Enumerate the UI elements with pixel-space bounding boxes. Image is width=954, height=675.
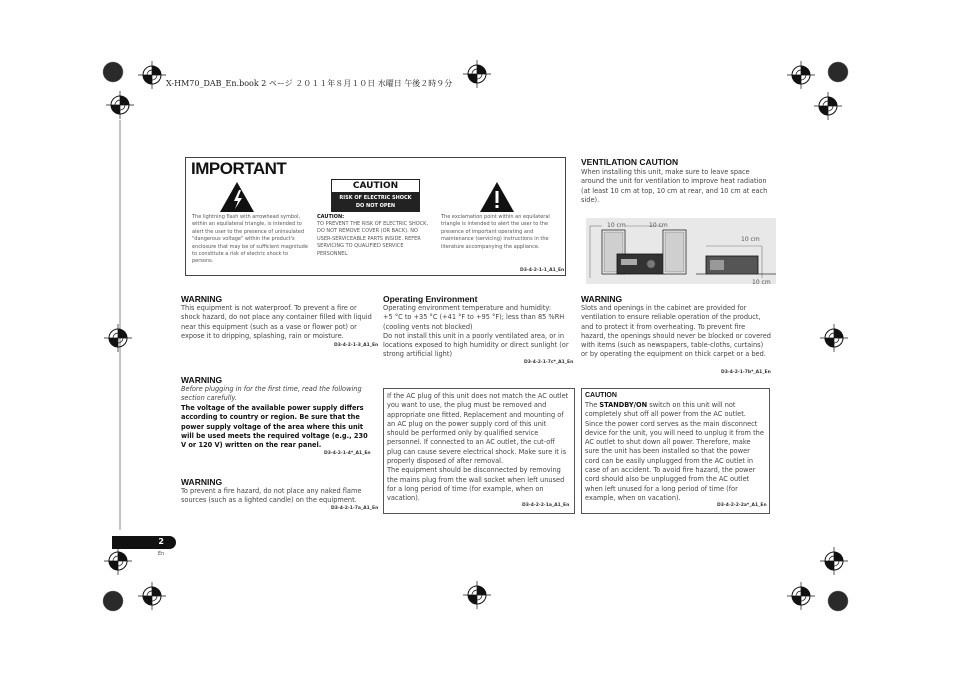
ac-plug-code: D3-4-2-2-1a_A1_En [522,503,570,508]
operating-text [383,304,575,360]
lightning-description: The lightning flash with arrowhead symbol, within an equilateral triangle, is intended to alert the user to the presence of uninsulated "dangerous voltage" within the product's enclosure that may be of sufficient magnitude to constitute a risk of electric shock to persons. [192,214,308,265]
warning-flame-text: To prevent a fire hazard, do not place any naked flame sources (such as a lighted candle) on the equipment. [181,487,362,505]
ac-plug-text [387,392,569,504]
caution-description: TO PREVENT THE RISK OF ELECTRIC SHOCK, DO NOT REMOVE COVER (OR BACK). NO USER-SERVICEABLE PARTS INSIDE. REFER SERVICING TO QUALIFIED SERVICE PERSONNEL. [317,221,429,257]
standby-body: switch on this unit will not completely shut off all power from the AC outlet. Since the power cord serves as the main disconnect device for the unit, you will need to unplug it from the AC outlet to shut down all power. Therefore, make sure the unit has been installed so that the power cord can be easily unplugged from the AC outlet in case of an accident. To avoid fire hazard, the power cord should also be unplugged from the AC outlet when left unused for a long period of time (for example, when on vacation). [585,401,764,502]
caution-sub [331,194,420,210]
warning-flame-heading: WARNING [181,477,223,487]
ventilation-text: When installing this unit, make sure to leave space around the unit for ventilation to improve heat radiation (at least 10 cm at top, 10 cm at rear, and 10 cm at each side). [581,168,768,204]
important-title: IMPORTANT [191,159,287,178]
operating-code: D3-4-2-1-7c*_A1_En [524,360,574,365]
page-language: En [158,551,165,557]
standby-pre: The [585,401,600,409]
standby-heading: CAUTION [585,392,617,399]
dim-mid: 10 cm [649,222,668,229]
ventilation-heading: VENTILATION CAUTION [581,157,679,167]
ac-plug-text-1: If the AC plug of this unit does not match the AC outlet you want to use, the plug must be removed and appropriate one fitted. Replacement and mounting of an AC plug on the power supply cord of this unit should be performed only by qualified service personnel. If connected to an AC outlet, the cut-off plug can cause severe electrical shock. Make sure it is properly disposed of after removal. [387,392,569,466]
page-number-tab [112,536,176,549]
standby-bold: STANDBY/ON [599,401,648,409]
operating-text-1: Operating environment temperature and humidity: [383,304,552,312]
lightning-warning-icon [219,181,255,213]
operating-heading: Operating Environment [383,294,478,304]
warning-slots-text: Slots and openings in the cabinet are provided for ventilation to ensure reliable operation of the product, and to protect it from overheating. To prevent fire hazard, the openings should never be blocked or covered with items (such as newspapers, table-cloths, curtains) or by operating the equipment on thick carpet or a bed. [581,304,771,359]
important-code: D3-4-2-1-1_A1_En [520,268,565,273]
warning-waterproof-heading: WARNING [181,294,223,304]
warning-slots-code: D3-4-2-1-7b*_A1_En [721,370,771,375]
dim-bottom: 10 cm [752,279,771,286]
ac-plug-text-2: The equipment should be disconnected by removing the mains plug from the wall socket when left unused for a long period of time (for example, when on vacation). [387,466,565,503]
caution-sub-1: RISK OF ELECTRIC SHOCK [339,195,412,201]
warning-voltage-italic: Before plugging in for the first time, read the following section carefully. [181,385,362,403]
warning-voltage-heading: WARNING [181,375,223,385]
page-number: 2 [158,537,164,546]
warning-slots-heading: WARNING [581,294,623,304]
warning-waterproof-text: This equipment is not waterproof. To prevent a fire or shock hazard, do not place any container filled with liquid near this equipment (such as a vase or flower pot) or expose it to dripping, splashing, rain or moisture. [181,304,372,340]
warning-flame-code: D3-4-2-1-7a_A1_En [331,506,379,511]
caution-heading: CAUTION: [317,214,345,220]
standby-code: D3-4-2-2-2a*_A1_En [717,503,767,508]
dim-top: 10 cm [741,236,760,243]
warning-voltage-code: D3-4-2-1-4*_A1_En [324,451,371,456]
exclamation-warning-icon [479,181,515,213]
caution-label: CAUTION [331,179,420,193]
standby-text [585,401,765,503]
warning-voltage-bold: The voltage of the available power supply differs according to country or region. Be sure that the power supply voltage of the area where this unit will be used meets the required voltage (e.g., 230 V or 120 V) written on the rear panel. [181,404,368,450]
print-header: X-HM70_DAB_En.book 2 ページ ２０１１年８月１０日 水曜日 午後２時９分 [166,79,453,88]
operating-text-3: Do not install this unit in a poorly ventilated area, or in locations exposed to high humidity or direct sunlight (or strong artificial light) [383,331,569,359]
exclamation-description: The exclamation point within an equilateral triangle is intended to alert the user to the presence of important operating and maintenance (servicing) instructions in the literature accompanying the appliance. [441,214,550,250]
dim-left: 10 cm [607,222,626,229]
warning-waterproof-code: D3-4-2-1-3_A1_En [334,343,379,348]
operating-text-2: +5 °C to +35 °C (+41 °F to +95 °F); less than 85 %RH (cooling vents not blocked) [383,313,565,331]
caution-sub-2: DO NOT OPEN [355,203,396,209]
